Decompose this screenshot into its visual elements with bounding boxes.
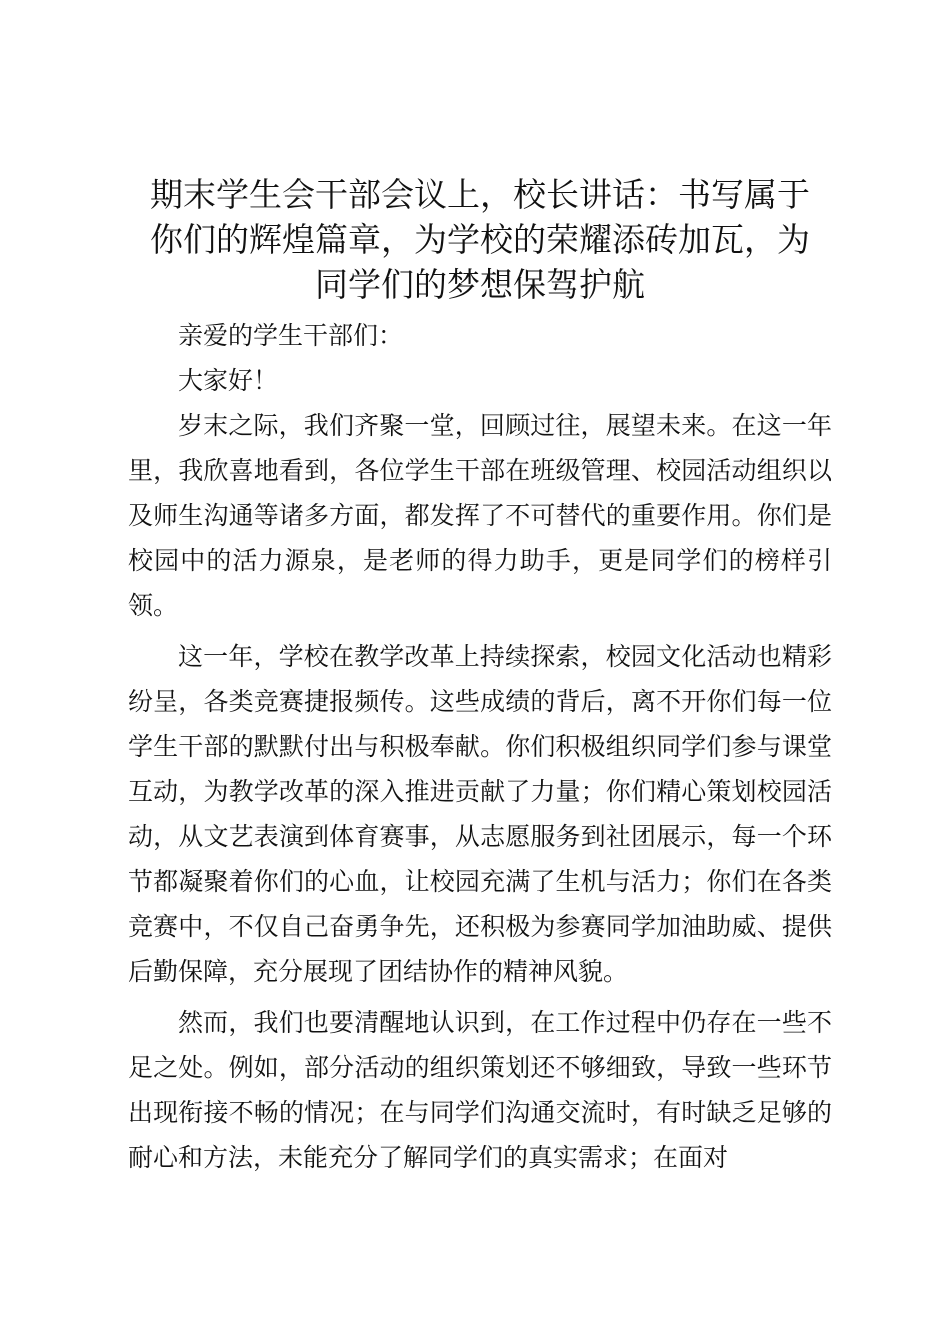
title-line-1: 期末学生会干部会议上，校长讲话：书写属于	[150, 175, 810, 214]
paragraph-1: 岁末之际，我们齐聚一堂，回顾过往，展望未来。在这一年里，我欣喜地看到，各位学生干部在班级管理、校园活动组织以及师生沟通等诸多方面，都发挥了不可替代的重要作用。你们是校园中的活力源泉，是老师的得力助手，更是同学们的榜样引领。	[128, 411, 832, 620]
paragraph-3: 然而，我们也要清醒地认识到，在工作过程中仍存在一些不足之处。例如，部分活动的组织策划还不够细致，导致一些环节出现衔接不畅的情况；在与同学们沟通交流时，有时缺乏足够的耐心和方法，未能充分了解同学们的真实需求；在面对	[128, 1008, 832, 1172]
salutation: 亲爱的学生干部们：	[178, 321, 404, 350]
title-line-2: 你们的辉煌篇章，为学校的荣耀添砖加瓦，为	[150, 220, 810, 259]
title-line-3: 同学们的梦想保驾护航	[315, 265, 645, 304]
document-page	[128, 172, 832, 1180]
document-body	[128, 313, 832, 1180]
greeting: 大家好！	[178, 366, 279, 395]
document-title	[128, 172, 832, 307]
paragraph-2: 这一年，学校在教学改革上持续探索，校园文化活动也精彩纷呈，各类竞赛捷报频传。这些成绩的背后，离不开你们每一位学生干部的默默付出与积极奉献。你们积极组织同学们参与课堂互动，为教学改革的深入推进贡献了力量；你们精心策划校园活动，从文艺表演到体育赛事，从志愿服务到社团展示，每一个环节都凝聚着你们的心血，让校园充满了生机与活力；你们在各类竞赛中，不仅自己奋勇争先，还积极为参赛同学加油助威、提供后勤保障，充分展现了团结协作的精神风貌。	[128, 642, 832, 986]
